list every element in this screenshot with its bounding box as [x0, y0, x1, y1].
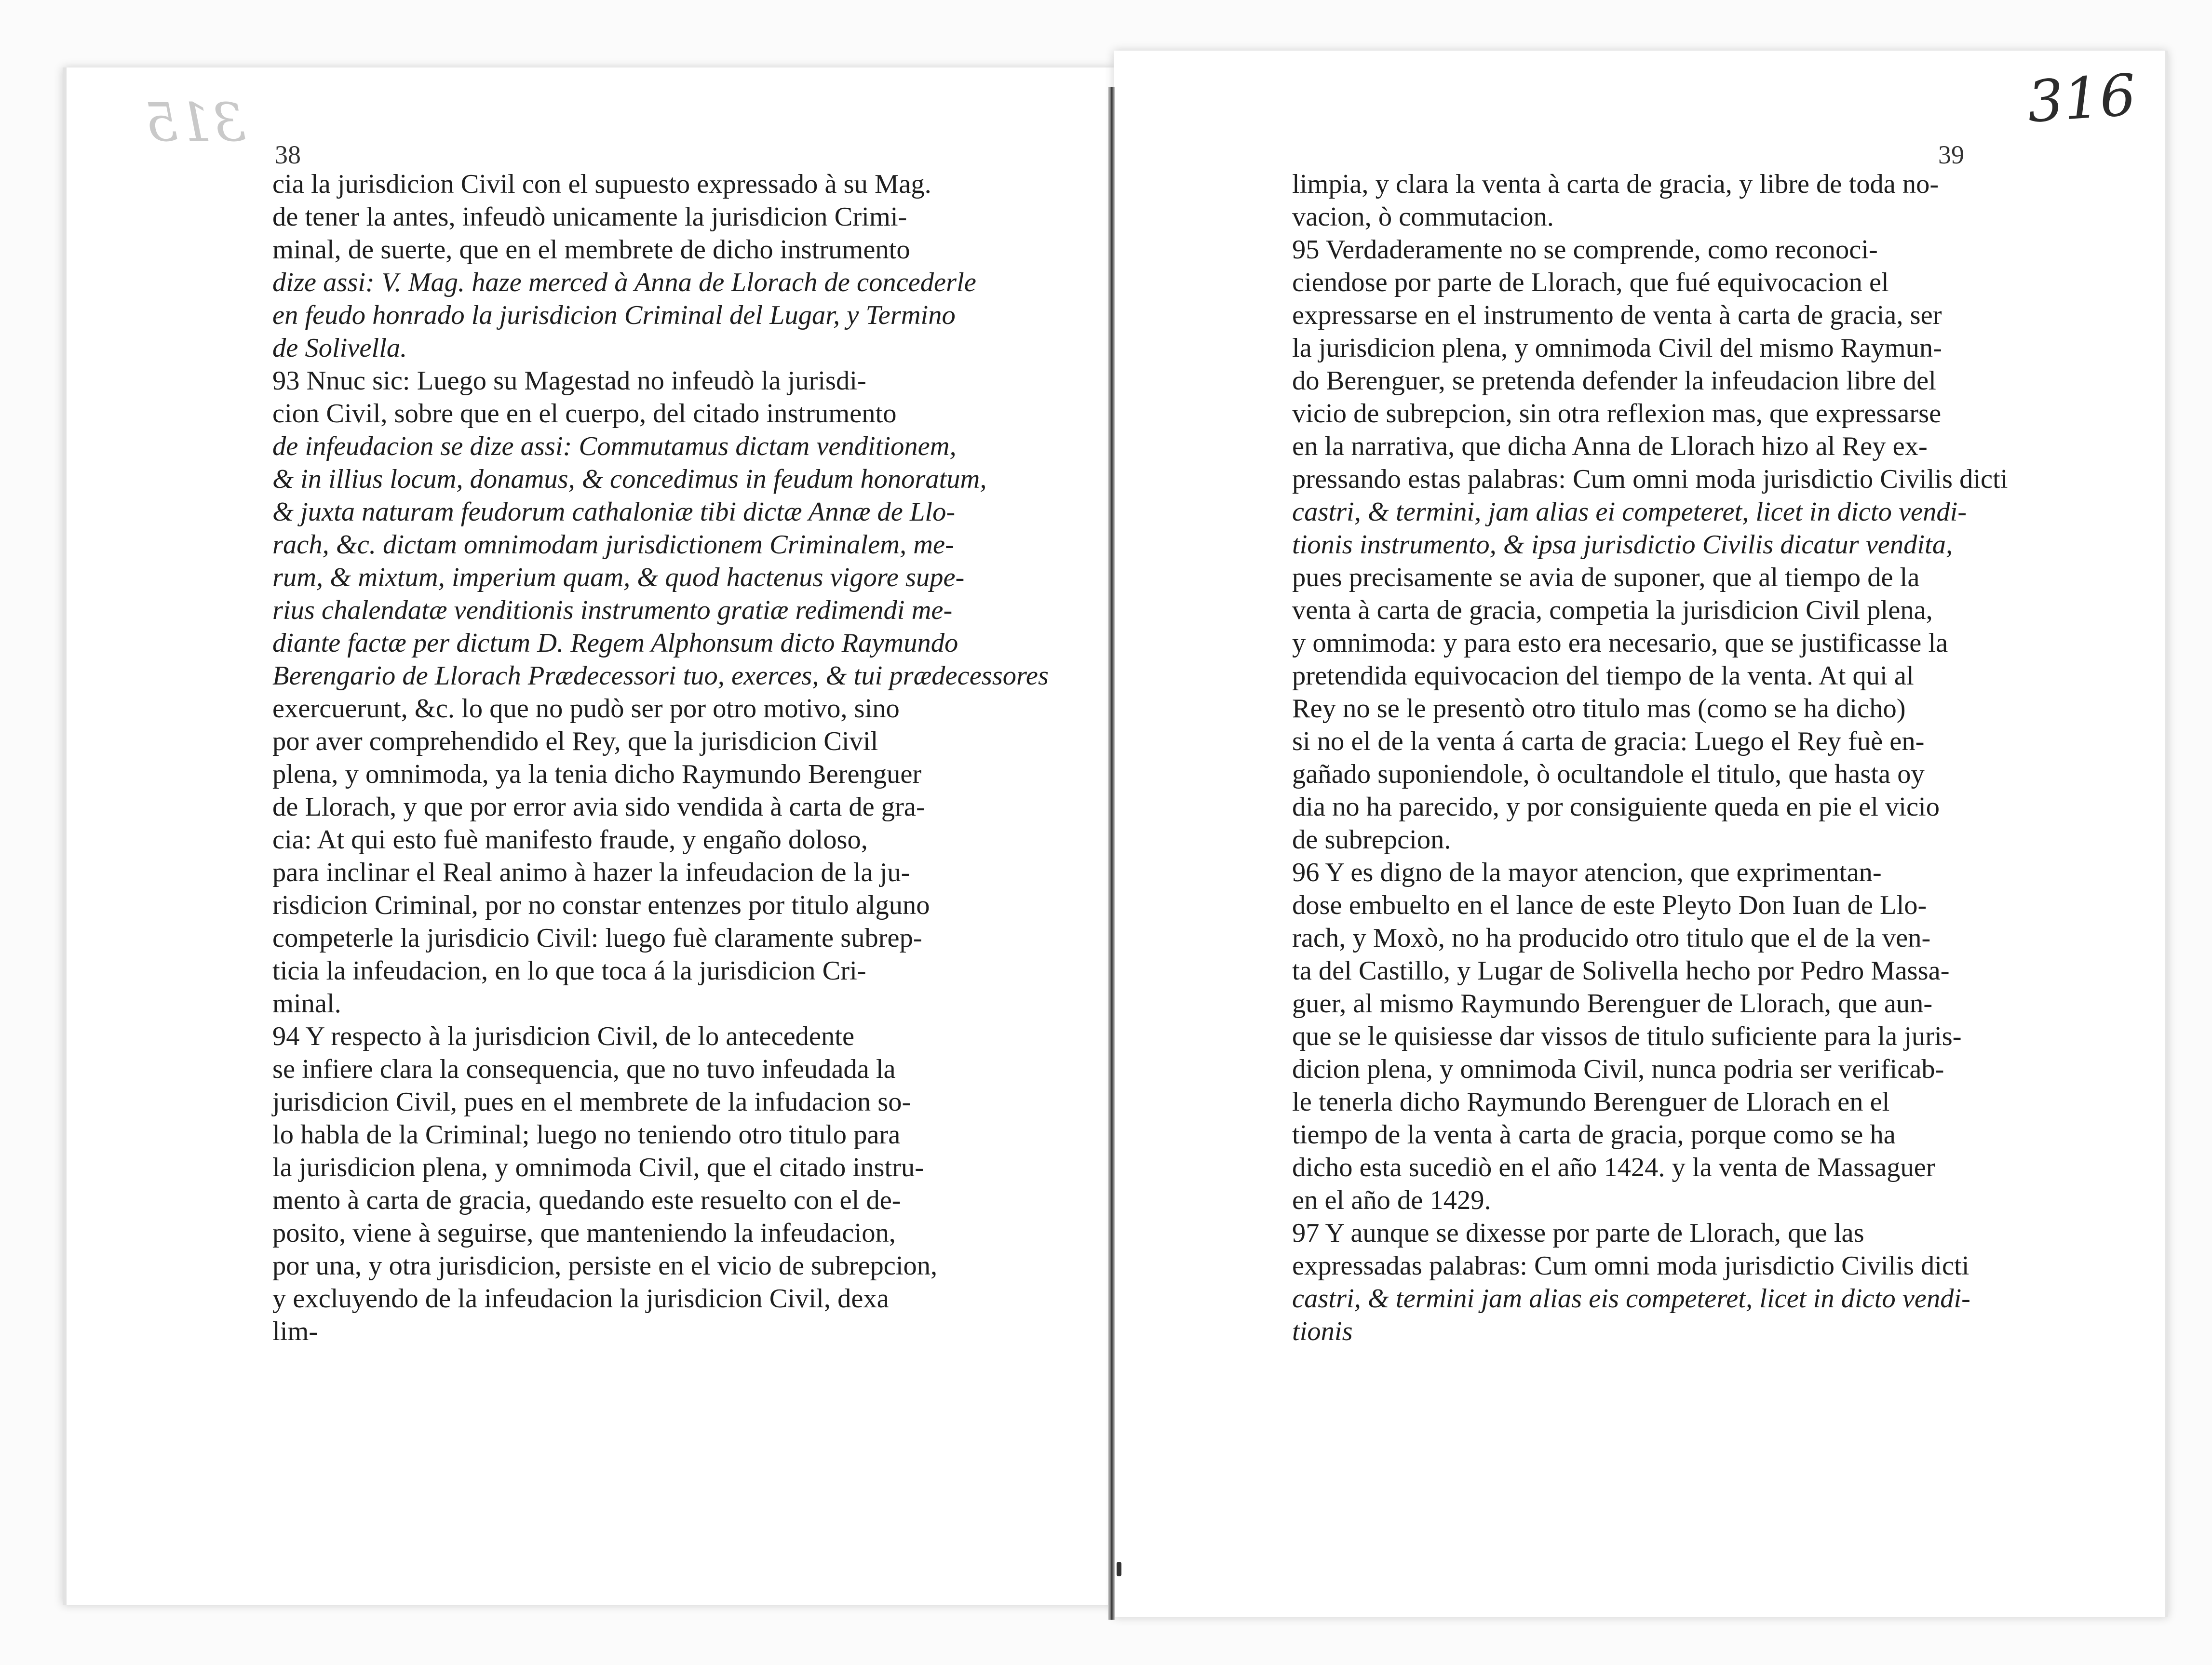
- text-line: vicio de subrepcion, sin otra reflexion mas, que expressarse: [1292, 399, 1942, 429]
- text-line: posito, viene à seguirse, que manteniendo la infeudacion,: [272, 1218, 896, 1248]
- text-line: castri, & termini, jam alias ei competeret, licet in dicto vendi-: [1292, 497, 1967, 527]
- text-line: 93 Nnuc sic: Luego su Magestad no infeudò la jurisdi-: [272, 366, 866, 396]
- text-line: de subrepcion.: [1292, 825, 1451, 855]
- text-line: Rey no se le presentò otro titulo mas (como se ha dicho): [1292, 694, 1906, 724]
- text-line: de Llorach, y que por error avia sido vendida à carta de gra-: [272, 792, 925, 822]
- text-line: gañado suponiendole, ò ocultandole el titulo, que hasta oy: [1292, 759, 1925, 789]
- text-line: Berengario de Llorach Prædecessori tuo, exerces, & tui prædecessores: [272, 661, 1049, 691]
- text-line: minal.: [272, 989, 341, 1019]
- text-line: castri, & termini jam alias eis competeret, licet in dicto vendi-: [1292, 1284, 1970, 1314]
- text-line: rum, & mixtum, imperium quam, & quod hactenus vigore supe-: [272, 563, 965, 592]
- text-line: y excluyendo de la infeudacion la jurisdicion Civil, dexa: [272, 1284, 889, 1314]
- text-line: & in illius locum, donamus, & concedimus in feudum honoratum,: [272, 464, 987, 494]
- text-line: la jurisdicion plena, y omnimoda Civil del mismo Raymun-: [1292, 333, 1942, 363]
- text-line: dize assi: V. Mag. haze merced à Anna de Llorach de concederle: [272, 268, 976, 297]
- text-line: para inclinar el Real animo à hazer la infeudacion de la ju-: [272, 858, 910, 887]
- text-line: 95 Verdaderamente no se comprende, como reconoci-: [1292, 235, 1878, 265]
- text-line: guer, al mismo Raymundo Berenguer de Llorach, que aun-: [1292, 989, 1933, 1019]
- text-line: ticia la infeudacion, en lo que toca á la jurisdicion Cri-: [272, 956, 866, 986]
- text-line: expressadas palabras: Cum omni moda jurisdictio Civilis dicti: [1292, 1251, 1969, 1281]
- text-line: pressando estas palabras: Cum omni moda jurisdictio Civilis dicti: [1292, 464, 2008, 494]
- text-line: la jurisdicion plena, y omnimoda Civil, que el citado instru-: [272, 1153, 924, 1182]
- text-line: & juxta naturam feudorum cathaloniæ tibi dictæ Annæ de Llo-: [272, 497, 956, 527]
- text-line: tiempo de la venta à carta de gracia, porque como se ha: [1292, 1120, 1896, 1150]
- right-page-text: [1292, 168, 2008, 1348]
- text-line: 94 Y respecto à la jurisdicion Civil, de lo antecedente: [272, 1021, 855, 1051]
- text-line: vacion, ò commutacion.: [1292, 202, 1554, 232]
- text-line: si no el de la venta á carta de gracia: Luego el Rey fuè en-: [1292, 726, 1925, 756]
- text-line: que se le quisiesse dar vissos de titulo suficiente para la juris-: [1292, 1021, 1962, 1051]
- text-line: mento à carta de gracia, quedando este resuelto con el de-: [272, 1185, 901, 1215]
- text-line: competerle la jurisdicio Civil: luego fuè claramente subrep-: [272, 923, 922, 953]
- right-page-number: 39: [1938, 140, 1964, 169]
- text-line: pretendida equivocacion del tiempo de la venta. At qui al: [1292, 661, 1914, 691]
- text-line: diante factæ per dictum D. Regem Alphonsum dicto Raymundo: [272, 628, 958, 658]
- text-line: cia la jurisdicion Civil con el supuesto expressado à su Mag.: [272, 169, 931, 199]
- text-line: rach, y Moxò, no ha producido otro titulo que el de la ven-: [1292, 923, 1931, 953]
- text-line: exercuerunt, &c. lo que no pudò ser por otro motivo, sino: [272, 694, 900, 724]
- book-gutter: [1108, 87, 1115, 1620]
- text-line: dicho esta sucediò en el año 1424. y la venta de Massaguer: [1292, 1153, 1935, 1182]
- text-line: dose embuelto en el lance de este Pleyto Don Iuan de Llo-: [1292, 890, 1927, 920]
- text-line: jurisdicion Civil, pues en el membrete de la infudacion so-: [272, 1087, 911, 1117]
- text-line: cia: At qui esto fuè manifesto fraude, y engaño doloso,: [272, 825, 868, 855]
- text-line: rius chalendatæ venditionis instrumento gratiæ redimendi me-: [272, 595, 953, 625]
- text-line: 96 Y es digno de la mayor atencion, que exprimentan-: [1292, 858, 1882, 887]
- text-line: expressarse en el instrumento de venta à carta de gracia, ser: [1292, 300, 1942, 330]
- text-line: minal, de suerte, que en el membrete de dicho instrumento: [272, 235, 910, 265]
- text-line: le tenerla dicho Raymundo Berenguer de Llorach en el: [1292, 1087, 1890, 1117]
- text-line: en la narrativa, que dicha Anna de Llorach hizo al Rey ex-: [1292, 431, 1928, 461]
- text-line: se infiere clara la consequencia, que no tuvo infeudada la: [272, 1054, 896, 1084]
- text-line: de tener la antes, infeudò unicamente la jurisdicion Crimi-: [272, 202, 907, 232]
- text-line: tionis instrumento, & ipsa jurisdictio Civilis dicatur vendita,: [1292, 530, 1953, 560]
- text-line: plena, y omnimoda, ya la tenia dicho Raymundo Berenguer: [272, 759, 922, 789]
- text-line: ciendose por parte de Llorach, que fué equivocacion el: [1292, 268, 1889, 297]
- text-line: lo habla de la Criminal; luego no teniendo otro titulo para: [272, 1120, 901, 1150]
- left-page-number: 38: [275, 140, 301, 169]
- text-line: dia no ha parecido, y por consiguiente queda en pie el vicio: [1292, 792, 1940, 822]
- faint-archive-number: 315: [145, 92, 246, 153]
- text-line: dicion plena, y omnimoda Civil, nunca podria ser verificab-: [1292, 1054, 1944, 1084]
- text-line: limpia, y clara la venta à carta de gracia, y libre de toda no-: [1292, 169, 1939, 199]
- text-line: tionis: [1292, 1316, 1353, 1346]
- text-line: ta del Castillo, y Lugar de Solivella hecho por Pedro Massa-: [1292, 956, 1950, 986]
- text-line: do Berenguer, se pretenda defender la infeudacion libre del: [1292, 366, 1936, 396]
- text-line: pues precisamente se avia de suponer, que al tiempo de la: [1292, 563, 1920, 592]
- text-line: lim-: [272, 1316, 318, 1346]
- text-line: en el año de 1429.: [1292, 1185, 1491, 1215]
- text-line: venta à carta de gracia, competia la jurisdicion Civil plena,: [1292, 595, 1933, 625]
- text-line: rach, &c. dictam omnimodam jurisdictionem Criminalem, me-: [272, 530, 954, 560]
- text-line: risdicion Criminal, por no constar entenzes por titulo alguno: [272, 890, 930, 920]
- binding-mark: [1117, 1562, 1121, 1576]
- text-line: de Solivella.: [272, 333, 407, 363]
- text-line: por aver comprehendido el Rey, que la jurisdicion Civil: [272, 726, 878, 756]
- archive-folio-number: 316: [2025, 61, 2138, 135]
- text-line: por una, y otra jurisdicion, persiste en el vicio de subrepcion,: [272, 1251, 938, 1281]
- text-line: en feudo honrado la jurisdicion Criminal del Lugar, y Termino: [272, 300, 956, 330]
- text-line: cion Civil, sobre que en el cuerpo, del citado instrumento: [272, 399, 897, 429]
- left-page-text: [272, 168, 1049, 1348]
- text-line: de infeudacion se dize assi: Commutamus dictam venditionem,: [272, 431, 957, 461]
- text-line: 97 Y aunque se dixesse por parte de Llorach, que las: [1292, 1218, 1864, 1248]
- text-line: y omnimoda: y para esto era necesario, que se justificasse la: [1292, 628, 1948, 658]
